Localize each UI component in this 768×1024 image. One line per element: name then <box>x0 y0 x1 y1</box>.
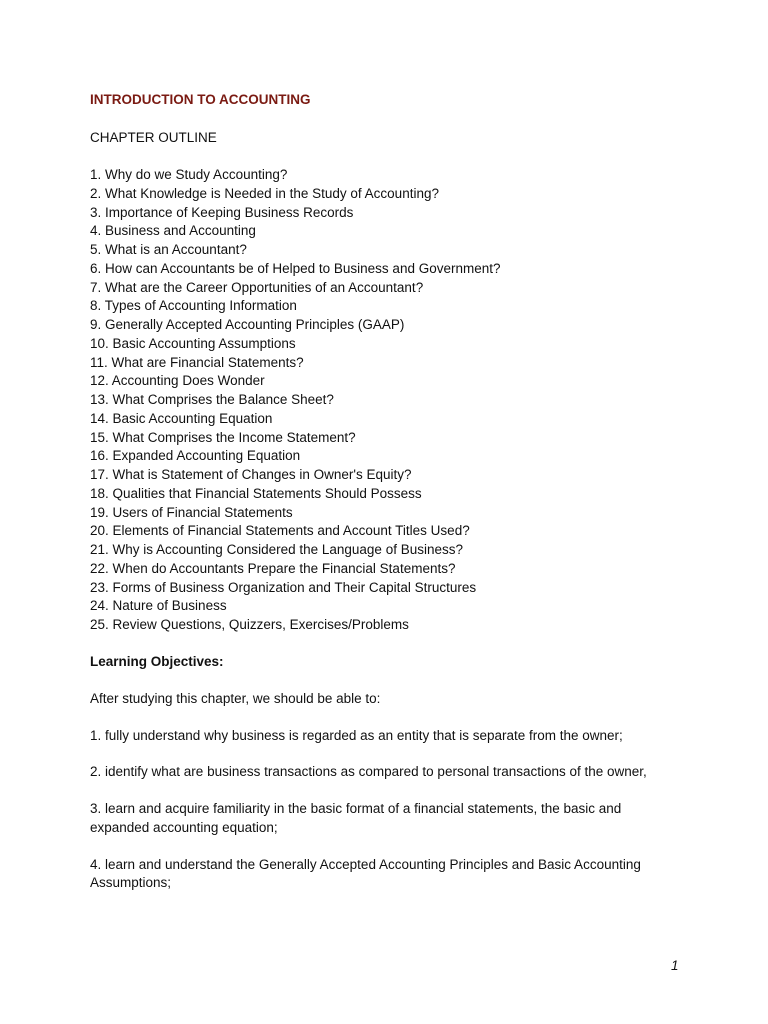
outline-item: 13. What Comprises the Balance Sheet? <box>90 392 334 407</box>
document-title: INTRODUCTION TO ACCOUNTING <box>90 92 311 107</box>
page-number: 1 <box>671 958 679 973</box>
outline-item: 10. Basic Accounting Assumptions <box>90 335 296 351</box>
outline-item: 20. Elements of Financial Statements and Account Titles Used? <box>90 523 470 539</box>
outline-item: 22. When do Accountants Prepare the Financial Statements? <box>90 560 456 576</box>
outline-item: 23. Forms of Business Organization and Their Capital Structures <box>90 579 477 595</box>
document-body <box>90 91 680 893</box>
outline-item: 18. Qualities that Financial Statements Should Possess <box>90 485 422 501</box>
outline-item: 16. Expanded Accounting Equation <box>90 448 301 464</box>
outline-item: 3. Importance of Keeping Business Records <box>90 204 354 220</box>
outline-item: 4. Business and Accounting <box>90 223 256 239</box>
outline-item: 15. What Comprises the Income Statement? <box>90 429 356 445</box>
learning-objectives-heading: Learning Objectives: <box>90 653 224 669</box>
outline-item: 12. Accounting Does Wonder <box>90 373 265 389</box>
outline-item: 19. Users of Financial Statements <box>90 504 293 520</box>
outline-item: 14. Basic Accounting Equation <box>90 410 273 426</box>
objective-item: 4. learn and understand the Generally Accepted Accounting Principles and Basic Accounting Assumptions; <box>90 856 641 891</box>
outline-item: 7. What are the Career Opportunities of an Accountant? <box>90 279 424 295</box>
outline-item: 25. Review Questions, Quizzers, Exercises/Problems <box>90 617 409 632</box>
outline-item: 21. Why is Accounting Considered the Language of Business? <box>90 542 463 557</box>
outline-item: 11. What are Financial Statements? <box>90 354 304 370</box>
outline-item: 5. What is an Accountant? <box>90 242 247 257</box>
objective-item: 3. learn and acquire familiarity in the basic format of a financial statements, the basic and expanded accounting equation; <box>90 801 622 835</box>
objective-item: 2. identify what are business transactions as compared to personal transactions of the owner, <box>90 764 647 780</box>
outline-item: 8. Types of Accounting Information <box>90 298 297 314</box>
outline-heading: CHAPTER OUTLINE <box>90 130 217 145</box>
outline-item: 9. Generally Accepted Accounting Principles (GAAP) <box>90 317 405 332</box>
outline-item: 17. What is Statement of Changes in Owner's Equity? <box>90 467 412 482</box>
objective-item: 1. fully understand why business is regarded as an entity that is separate from the owner; <box>90 727 623 743</box>
outline-item: 24. Nature of Business <box>90 598 227 614</box>
objectives-intro: After studying this chapter, we should be able to: <box>90 690 381 706</box>
outline-item: 6. How can Accountants be of Helped to Business and Government? <box>90 260 501 276</box>
chapter-outline-list <box>90 166 680 635</box>
outline-item: 2. What Knowledge is Needed in the Study of Accounting? <box>90 185 439 201</box>
learning-objectives-list <box>90 727 680 893</box>
outline-item: 1. Why do we Study Accounting? <box>90 167 288 182</box>
